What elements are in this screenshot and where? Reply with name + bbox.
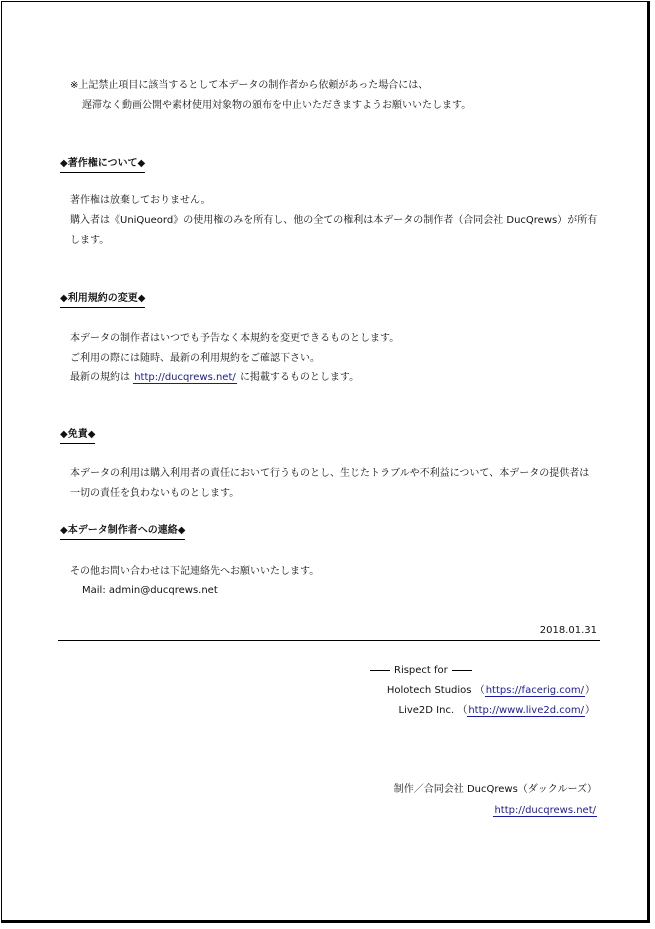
contact-mail: Mail: admin@ducqrews.net: [82, 585, 218, 596]
terms-line-3-suffix: に掲載するものとします。: [239, 372, 360, 383]
terms-line-3-prefix: 最新の規約は: [70, 372, 130, 383]
copyright-line-2: 購入者は《UniQueord》の使用権のみを所有し、他の全ての権利は本データの制作者（合同会社 DucQrews）が所有: [70, 215, 598, 226]
respect-item-name: Live2D Inc.: [398, 705, 455, 716]
respect-item-holotech: [387, 681, 595, 700]
terms-line-1: 本データの制作者はいつでも予告なく本規約を変更できるものとします。: [70, 333, 400, 344]
respect-item-live2d: [399, 701, 596, 720]
terms-heading: ◆利用規約の変更◆: [60, 292, 145, 308]
respect-item-name: Holotech Studios: [386, 685, 472, 696]
producer-label: 制作／合同会社 DucQrews（ダックルーズ）: [393, 784, 597, 795]
live2d-link[interactable]: http://www.live2d.com/: [468, 705, 584, 716]
facerig-link[interactable]: https://facerig.com/: [485, 685, 584, 696]
terms-line-2: ご利用の際には随時、最新の利用規約をご確認下さい。: [70, 353, 320, 364]
document-date: 2018.01.31: [539, 625, 597, 636]
respect-title-text: Rispect for: [394, 665, 448, 676]
terms-line-3: [70, 368, 359, 387]
notice-line-2: 遅滞なく動画公開や素材使用対象物の頒布を中止いただきますようお願いいたします。: [82, 100, 472, 111]
dash-right: [452, 670, 472, 671]
notice-line-1: ※上記禁止項目に該当するとして本データの制作者から依頼があった場合には、: [70, 80, 429, 91]
dash-left: [370, 670, 390, 671]
copyright-line-3: します。: [70, 235, 110, 246]
producer-link-wrap: [493, 801, 597, 820]
contact-heading: ◆本データ制作者への連絡◆: [60, 524, 185, 540]
respect-title: [366, 661, 476, 680]
respect-item-open: （: [457, 705, 468, 716]
divider: [58, 640, 600, 641]
producer-url-link[interactable]: http://ducqrews.net/: [494, 805, 596, 816]
disclaimer-line-2: 一切の責任を負わないものとします。: [70, 488, 240, 499]
copyright-line-1: 著作権は放棄しておりません。: [70, 195, 211, 206]
document-page: [1, 1, 650, 923]
disclaimer-heading: ◆免責◆: [60, 428, 95, 444]
respect-item-close: ）: [585, 705, 595, 716]
terms-url-link[interactable]: http://ducqrews.net/: [134, 372, 236, 383]
contact-line-1: その他お問い合わせは下記連絡先へお願いいたします。: [70, 566, 320, 577]
disclaimer-line-1: 本データの利用は購入利用者の責任において行うものとし、生じたトラブルや不利益について、本データの提供者は: [70, 468, 590, 479]
copyright-heading: ◆著作権について◆: [60, 157, 145, 173]
respect-item-open: （: [474, 685, 485, 696]
respect-item-close: ）: [585, 685, 595, 696]
